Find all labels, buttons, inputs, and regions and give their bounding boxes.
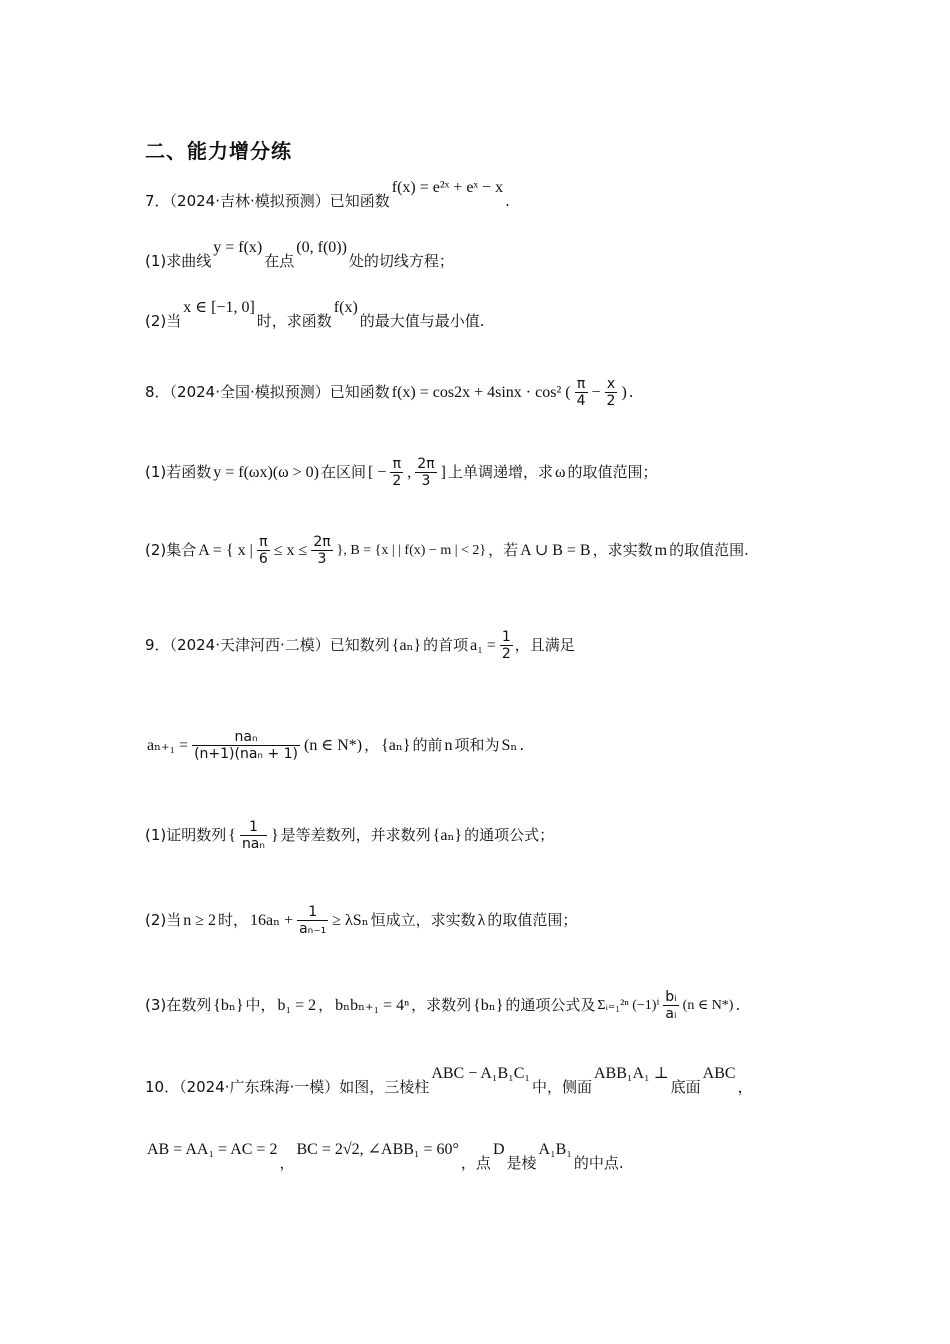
problem-8-label: 8．（2024·全国·模拟预测）已知函数 bbox=[145, 383, 390, 401]
problem-10-line2 bbox=[145, 1140, 890, 1175]
q-text: 中，侧面 bbox=[531, 1078, 592, 1096]
q-text: 是等差数列，并求数列 bbox=[280, 826, 431, 844]
frac-den: 4 bbox=[576, 393, 586, 409]
frac-num: bᵢ bbox=[665, 989, 677, 1005]
problem-9-q2 bbox=[145, 900, 890, 941]
math-expr: ] bbox=[440, 463, 446, 481]
math-expr: λ bbox=[477, 911, 486, 929]
math-op: ≤ x ≤ bbox=[273, 541, 308, 559]
q-text: 的最大值与最小值. bbox=[359, 312, 485, 330]
frac-num: π bbox=[575, 376, 588, 393]
q-text: ， bbox=[318, 996, 334, 1014]
q-text: 时， bbox=[218, 911, 249, 929]
problem-7-period: . bbox=[505, 192, 510, 210]
q-text: ， bbox=[279, 1154, 295, 1172]
math-expr: f(x) = cos2x + 4sinx · cos² bbox=[391, 383, 562, 401]
q-text: (3)在数列 bbox=[145, 996, 212, 1014]
frac-den: naₙ bbox=[241, 836, 265, 852]
fraction bbox=[297, 904, 328, 937]
frac-den: 3 bbox=[421, 473, 431, 489]
math-expr: { bbox=[228, 826, 236, 844]
problem-8-q1 bbox=[145, 452, 890, 493]
math-expr: Sₙ bbox=[501, 736, 518, 754]
fraction bbox=[240, 819, 267, 852]
frac-num: π bbox=[257, 534, 270, 551]
q-text: (2)当 bbox=[145, 911, 182, 929]
q-text: 底面 bbox=[670, 1078, 701, 1096]
q-text: 的首项 bbox=[423, 636, 469, 654]
math-expr: y = f(x) bbox=[213, 238, 263, 256]
math-op: − bbox=[591, 383, 601, 401]
q-text: ，求实数 bbox=[592, 541, 653, 559]
fraction bbox=[390, 456, 403, 489]
math-op: , bbox=[407, 463, 412, 481]
q-text: 的取值范围. bbox=[669, 541, 749, 559]
math-expr: ABC bbox=[702, 1064, 736, 1082]
math-expr: BC = 2√2, ∠ABB₁ = 60° bbox=[296, 1140, 459, 1158]
q-text: 是棱 bbox=[506, 1154, 537, 1172]
fraction bbox=[663, 989, 678, 1022]
q-text: 的中点. bbox=[573, 1154, 624, 1172]
math-expr: A = { x | bbox=[198, 541, 253, 559]
problem-9-q1 bbox=[145, 815, 890, 856]
q-text: (2)当 bbox=[145, 312, 182, 330]
q-text: ， bbox=[737, 1078, 753, 1096]
frac-den: 2 bbox=[392, 473, 402, 489]
problem-7-function: f(x) = e²ˣ + eˣ − x bbox=[391, 178, 504, 196]
math-expr: bₙbₙ₊₁ = 4ⁿ bbox=[335, 996, 410, 1014]
math-expr: (n ∈ N*) bbox=[682, 997, 734, 1013]
frac-den: 2 bbox=[501, 646, 511, 662]
math-expr: ABB₁A₁ ⊥ bbox=[594, 1064, 669, 1082]
problem-7-intro bbox=[145, 178, 890, 213]
frac-den: (n+1)(naₙ + 1) bbox=[194, 746, 299, 762]
math-expr: x ∈ [−1, 0] bbox=[183, 298, 255, 316]
q-text: 上单调递增，求 bbox=[447, 463, 553, 481]
q-text: (2)集合 bbox=[145, 541, 197, 559]
q-text: 中， bbox=[245, 996, 276, 1014]
math-expr: AB = AA₁ = AC = 2 bbox=[147, 1140, 278, 1158]
math-expr: {aₙ} bbox=[391, 636, 422, 654]
math-expr: aₙ₊₁ = bbox=[147, 736, 189, 754]
q-text: ，求数列 bbox=[411, 996, 472, 1014]
problem-7-label: 7．（2024·吉林·模拟预测）已知函数 bbox=[145, 192, 390, 210]
frac-den: 3 bbox=[317, 551, 327, 567]
q-text: 恒成立，求实数 bbox=[370, 911, 476, 929]
q-text: 处的切线方程； bbox=[348, 252, 454, 270]
q-text: 在点 bbox=[264, 252, 295, 270]
math-expr: ABC − A₁B₁C₁ bbox=[431, 1064, 530, 1082]
q-text: ，点 bbox=[460, 1154, 491, 1172]
q-text: . bbox=[519, 736, 525, 754]
frac-num: 1 bbox=[240, 819, 267, 836]
frac-num: x bbox=[605, 376, 618, 393]
math-expr: Σᵢ₌₁²ⁿ (−1)ⁱ bbox=[597, 997, 660, 1013]
problem-7-q1 bbox=[145, 238, 890, 273]
q-text: (1)若函数 bbox=[145, 463, 212, 481]
fraction bbox=[415, 456, 436, 489]
frac-den: 2 bbox=[606, 393, 616, 409]
frac-num: 2π bbox=[313, 534, 331, 550]
math-expr: ≥ λSₙ bbox=[332, 911, 369, 929]
math-expr: ω bbox=[554, 463, 566, 481]
q-text: 在区间 bbox=[321, 463, 367, 481]
problem-7-q2 bbox=[145, 298, 890, 333]
math-expr: {aₙ} bbox=[432, 826, 463, 844]
math-expr: n ≥ 2 bbox=[183, 911, 217, 929]
math-expr: m bbox=[654, 541, 668, 559]
q-text: ， bbox=[364, 736, 380, 754]
frac-num: 2π bbox=[417, 456, 435, 472]
math-expr: {aₙ} bbox=[381, 736, 411, 754]
fraction bbox=[257, 534, 270, 567]
frac-num: π bbox=[390, 456, 403, 473]
math-expr: (n ∈ N*) bbox=[304, 736, 363, 754]
q-text: 项和为 bbox=[454, 736, 500, 754]
q-text: 的通项公式及 bbox=[505, 996, 596, 1014]
frac-den: aₙ₋₁ bbox=[299, 921, 327, 937]
problem-9-recurrence bbox=[145, 725, 890, 766]
section-heading: 二、能力增分练 bbox=[145, 139, 292, 163]
math-expr: A ∪ B = B bbox=[520, 541, 591, 559]
math-expr: a₁ = bbox=[470, 636, 496, 654]
fraction bbox=[500, 629, 513, 662]
math-expr: b₁ = 2 bbox=[277, 996, 317, 1014]
frac-num: 1 bbox=[297, 904, 328, 921]
fraction bbox=[605, 376, 618, 409]
math-expr: {bₙ} bbox=[473, 996, 504, 1014]
math-expr: } bbox=[270, 826, 279, 844]
frac-num: 1 bbox=[501, 629, 511, 645]
math-expr: 16aₙ + bbox=[250, 911, 294, 929]
math-expr: f(x) bbox=[333, 298, 358, 316]
q-text: 时，求函数 bbox=[256, 312, 332, 330]
q-text: (1)证明数列 bbox=[145, 826, 227, 844]
q-text: 的取值范围； bbox=[487, 911, 578, 929]
fraction bbox=[192, 729, 300, 762]
q-text: 的取值范围； bbox=[567, 463, 658, 481]
problem-9-label: 9．（2024·天津河西·二模）已知数列 bbox=[145, 636, 390, 654]
problem-8-q2 bbox=[145, 530, 890, 571]
math-expr: [ − bbox=[368, 463, 387, 481]
frac-den: 6 bbox=[258, 551, 268, 567]
math-expr: D bbox=[492, 1140, 505, 1158]
math-expr: n bbox=[444, 736, 453, 754]
math-expr: A₁B₁ bbox=[538, 1140, 572, 1158]
q-text: . bbox=[735, 996, 741, 1014]
q-text: (1)求曲线 bbox=[145, 252, 212, 270]
q-text: . bbox=[628, 383, 634, 401]
problem-8-intro: 8．（2024·全国·模拟预测）已知函数 f(x) = cos2x + 4sinx · cos² ( $\frac{\pi}{4}$ − $\frac{x}{2}$ ) . bbox=[145, 372, 890, 413]
problem-10-intro bbox=[145, 1064, 890, 1099]
math-expr: y = f(ωx)(ω > 0) bbox=[213, 463, 319, 481]
problem-9-intro bbox=[145, 625, 890, 666]
q-text: ，且满足 bbox=[514, 636, 575, 654]
frac-den: aᵢ bbox=[665, 1006, 677, 1022]
problem-9-q3 bbox=[145, 985, 890, 1026]
frac-num: naₙ bbox=[192, 729, 300, 746]
q-text: ，若 bbox=[488, 541, 519, 559]
fraction bbox=[311, 534, 332, 567]
math-expr: (0, f(0)) bbox=[296, 238, 347, 256]
problem-10-label: 10．（2024·广东珠海·一模）如图，三棱柱 bbox=[145, 1078, 430, 1096]
math-expr: {bₙ} bbox=[213, 996, 244, 1014]
math-expr: }, B = {x | | f(x) − m | < 2} bbox=[336, 542, 487, 558]
fraction bbox=[575, 376, 588, 409]
q-text: 的前 bbox=[412, 736, 443, 754]
q-text: 的通项公式； bbox=[464, 826, 555, 844]
